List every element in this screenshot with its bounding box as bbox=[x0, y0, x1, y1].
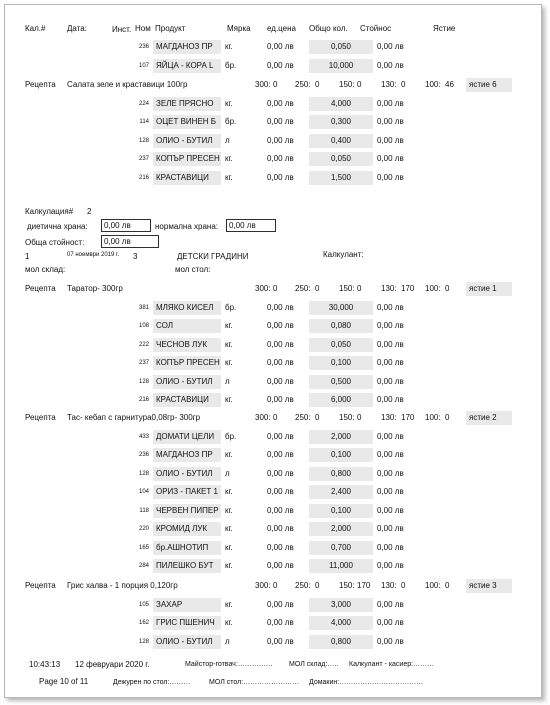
header-total-qty: Общо кол. bbox=[309, 24, 348, 33]
ingredient-code: 237 bbox=[138, 156, 149, 162]
ingredient-name: ОЛИО - БУТИЛ bbox=[153, 375, 221, 389]
header-inst: Инст. bbox=[112, 25, 132, 34]
portion-scale-item: 46 bbox=[445, 80, 454, 89]
ingredient-row bbox=[5, 301, 541, 315]
ingredient-unit: кг. bbox=[225, 450, 233, 459]
ingredient-row bbox=[5, 152, 541, 166]
portion-scale-item: 0 bbox=[401, 80, 406, 89]
ingredient-value: 0,00 лв bbox=[377, 321, 404, 330]
ingredient-price: 0,00 лв bbox=[267, 468, 294, 478]
ingredient-qty: 2,000 bbox=[309, 430, 373, 444]
recipe-meal: ястие 1 bbox=[466, 282, 512, 296]
header-unit-price: ед.цена bbox=[267, 24, 296, 33]
ingredient-price: 0,00 лв bbox=[267, 42, 294, 51]
ingredient-unit: бр. bbox=[225, 302, 237, 312]
header-nom: Ном bbox=[135, 24, 151, 33]
calc-mol-table: мол стол: bbox=[175, 265, 211, 274]
portion-scale-item: 250: bbox=[295, 581, 311, 590]
ingredient-qty: 10,000 bbox=[309, 59, 373, 73]
portion-scale-item: 130: bbox=[381, 284, 397, 293]
footer-page: Page 10 of 11 bbox=[39, 677, 89, 686]
ingredient-value: 0,00 лв bbox=[377, 487, 404, 496]
ingredient-code: 105 bbox=[138, 601, 149, 608]
ingredient-code: 236 bbox=[138, 44, 149, 50]
diet-value-field: 0,00 лв bbox=[101, 219, 151, 232]
ingredient-qty: 3,000 bbox=[309, 598, 373, 612]
ingredient-qty: 0,400 bbox=[309, 134, 373, 148]
footer-mol-store: МОЛ склад:….. bbox=[289, 661, 339, 668]
ingredient-price: 0,00 лв bbox=[267, 339, 294, 349]
ingredient-price: 0,00 лв bbox=[267, 154, 294, 163]
ingredient-row bbox=[5, 97, 541, 111]
ingredient-value: 0,00 лв bbox=[377, 358, 404, 367]
ingredient-value: 0,00 лв bbox=[377, 450, 404, 459]
ingredient-row bbox=[5, 134, 541, 148]
portion-scale-item: 300: bbox=[255, 80, 271, 89]
portion-scale-item: 170 bbox=[357, 581, 371, 590]
ingredient-price: 0,00 лв bbox=[267, 117, 294, 126]
portion-scale-item: 0 bbox=[315, 413, 320, 422]
ingredient-row bbox=[5, 59, 541, 73]
total-label: Обща стойност: bbox=[25, 238, 85, 247]
ingredient-name: ГРИС ПШЕНИЧ bbox=[153, 616, 221, 630]
ingredient-price: 0,00 лв bbox=[267, 561, 294, 570]
portion-scale-item: 150: bbox=[339, 80, 355, 89]
ingredient-qty: 11,000 bbox=[309, 559, 373, 573]
ingredient-code: 162 bbox=[138, 620, 149, 626]
portion-scale-item: 150: bbox=[339, 284, 355, 293]
recipe-name: Грис халва - 1 порция 0,120гр bbox=[67, 581, 178, 590]
header-date: Дата: bbox=[67, 24, 87, 33]
ingredient-row bbox=[5, 356, 541, 370]
ingredient-qty: 4,000 bbox=[309, 616, 373, 630]
ingredient-unit: кг. bbox=[225, 172, 233, 182]
ingredient-value: 0,00 лв bbox=[377, 172, 404, 182]
calc-inst-no: 1 bbox=[25, 252, 30, 261]
ingredient-price: 0,00 лв bbox=[267, 376, 294, 386]
ingredient-qty: 0,080 bbox=[309, 319, 373, 333]
ingredient-row bbox=[5, 319, 541, 333]
ingredient-row bbox=[5, 115, 541, 129]
ingredient-price: 0,00 лв bbox=[267, 450, 294, 459]
ingredient-price: 0,00 лв bbox=[267, 487, 294, 496]
ingredient-code: 118 bbox=[139, 507, 149, 514]
portion-scale-item: 300: bbox=[255, 413, 271, 422]
ingredient-unit: кг. bbox=[225, 561, 233, 570]
ingredient-code: 128 bbox=[138, 470, 149, 477]
portion-scale-item: 150: bbox=[339, 581, 355, 590]
ingredient-price: 0,00 лв bbox=[267, 358, 294, 367]
ingredient-unit: кг. bbox=[225, 358, 233, 367]
ingredient-price: 0,00 лв bbox=[267, 505, 294, 515]
portion-scale-item: 0 bbox=[357, 413, 362, 422]
ingredient-value: 0,00 лв bbox=[377, 431, 404, 441]
ingredient-unit: л bbox=[225, 135, 230, 145]
ingredient-unit: кг. bbox=[225, 599, 233, 609]
portion-scale-item: 170 bbox=[401, 284, 415, 293]
ingredient-unit: кг. bbox=[225, 154, 233, 163]
footer-housekeeper: Домакин:……………………………… bbox=[309, 679, 424, 686]
portion-scale-item: 0 bbox=[273, 581, 278, 590]
ingredient-price: 0,00 лв bbox=[267, 60, 294, 70]
recipe-header bbox=[5, 78, 541, 92]
portion-scale-item: 0 bbox=[445, 413, 450, 422]
ingredient-unit: кг. bbox=[225, 339, 233, 349]
portion-scale-item: 0 bbox=[315, 80, 320, 89]
portion-scale-item: 0 bbox=[401, 581, 406, 590]
portion-scale-item: 100: bbox=[425, 581, 441, 590]
portion-scale-item: 100: bbox=[425, 80, 441, 89]
ingredient-name: ПИЛЕШКО БУТ bbox=[153, 559, 221, 573]
ingredient-unit: кг. bbox=[225, 321, 233, 330]
footer-date: 12 февруари 2020 г. bbox=[75, 660, 150, 669]
ingredient-name: КОПЪР ПРЕСЕН bbox=[153, 356, 221, 370]
ingredient-row bbox=[5, 522, 541, 536]
ingredient-code: 128 bbox=[138, 638, 149, 645]
calc-mol-store: мол склад: bbox=[25, 265, 66, 274]
ingredient-qty: 0,500 bbox=[309, 375, 373, 389]
ingredient-name: ЧЕРВЕН ПИПЕР bbox=[153, 504, 221, 518]
recipe-label: Рецепта bbox=[25, 581, 56, 590]
footer-chef: Майстор-готвач:…………… bbox=[185, 661, 273, 668]
ingredient-unit: л bbox=[225, 376, 230, 386]
normal-value-field: 0,00 лв bbox=[226, 219, 276, 232]
ingredient-price: 0,00 лв bbox=[267, 618, 294, 627]
diet-label: диетична храна: bbox=[27, 222, 88, 231]
ingredient-unit: кг. bbox=[225, 42, 233, 51]
ingredient-code: 237 bbox=[138, 360, 149, 366]
footer-time: 10:43:13 bbox=[29, 660, 61, 669]
ingredient-code: 433 bbox=[138, 433, 149, 440]
ingredient-price: 0,00 лв bbox=[267, 302, 294, 312]
ingredient-qty: 0,050 bbox=[309, 40, 373, 54]
recipe-header bbox=[5, 579, 541, 593]
ingredient-qty: 0,800 bbox=[309, 635, 373, 649]
ingredient-qty: 0,800 bbox=[309, 467, 373, 481]
portion-scale-item: 150: bbox=[339, 413, 355, 422]
header-meal: Ястие bbox=[433, 24, 456, 33]
ingredient-row bbox=[5, 541, 541, 555]
ingredient-name: ЗАХАР bbox=[153, 598, 221, 612]
ingredient-qty: 0,100 bbox=[309, 504, 373, 518]
ingredient-unit: кг. bbox=[225, 395, 233, 404]
ingredient-unit: бр. bbox=[225, 117, 237, 126]
ingredient-unit: бр. bbox=[225, 60, 237, 70]
ingredient-price: 0,00 лв bbox=[267, 542, 294, 552]
recipe-meal: ястие 2 bbox=[466, 411, 512, 425]
normal-label: нормална храна: bbox=[155, 222, 219, 231]
ingredient-qty: 0,100 bbox=[309, 356, 373, 370]
ingredient-qty: 1,500 bbox=[309, 171, 373, 185]
recipe-name: Тас- кебап с гарнитура0,08гр- 300гр bbox=[67, 413, 201, 422]
ingredient-unit: л bbox=[225, 468, 230, 478]
ingredient-price: 0,00 лв bbox=[267, 98, 294, 108]
ingredient-row bbox=[5, 559, 541, 573]
ingredient-value: 0,00 лв bbox=[377, 636, 404, 646]
recipe-meal: ястие 3 bbox=[466, 579, 512, 593]
footer-mol-table: МОЛ стол:…………………… bbox=[209, 679, 300, 686]
ingredient-code: 108 bbox=[138, 323, 149, 329]
ingredient-price: 0,00 лв bbox=[267, 599, 294, 609]
header-kal: Кал.# bbox=[25, 24, 46, 33]
ingredient-qty: 0,300 bbox=[309, 115, 373, 129]
portion-scale-item: 300: bbox=[255, 581, 271, 590]
ingredient-value: 0,00 лв bbox=[377, 618, 404, 627]
ingredient-value: 0,00 лв bbox=[377, 468, 404, 478]
calc-number: 2 bbox=[87, 207, 92, 216]
header-measure: Мярка bbox=[227, 24, 251, 33]
ingredient-row bbox=[5, 393, 541, 407]
ingredient-unit: л bbox=[225, 636, 230, 646]
ingredient-qty: 6,000 bbox=[309, 393, 373, 407]
ingredient-name: ОРИЗ - ПАКЕТ 1 bbox=[153, 485, 221, 499]
ingredient-code: 381 bbox=[138, 304, 149, 311]
footer-calculant: Калкулант - касиер:……… bbox=[349, 661, 435, 668]
portion-scale-item: 100: bbox=[425, 413, 441, 422]
ingredient-qty: 0,050 bbox=[309, 152, 373, 166]
ingredient-code: 114 bbox=[139, 119, 149, 125]
calc-label: Калкулация# bbox=[25, 207, 74, 216]
footer-duty: Дежурен по стол:……… bbox=[113, 679, 191, 686]
ingredient-row bbox=[5, 598, 541, 612]
calc-org: ДЕТСКИ ГРАДИНИ bbox=[177, 252, 249, 261]
ingredient-name: МАГДАНОЗ ПР bbox=[153, 40, 221, 54]
ingredient-name: ОЛИО - БУТИЛ bbox=[153, 635, 221, 649]
ingredient-code: 216 bbox=[138, 397, 149, 403]
ingredient-value: 0,00 лв bbox=[377, 135, 404, 145]
portion-scale-item: 130: bbox=[381, 80, 397, 89]
calc-date: 07 ноември 2019 г. bbox=[67, 252, 120, 258]
ingredient-row bbox=[5, 467, 541, 481]
ingredient-code: 224 bbox=[138, 100, 149, 107]
ingredient-unit: кг. bbox=[225, 542, 233, 552]
ingredient-qty: 4,000 bbox=[309, 97, 373, 111]
ingredient-row bbox=[5, 430, 541, 444]
ingredient-name: ОЦЕТ ВИНЕН Б bbox=[153, 115, 221, 129]
ingredient-row bbox=[5, 375, 541, 389]
portion-scale-item: 0 bbox=[273, 284, 278, 293]
ingredient-value: 0,00 лв bbox=[377, 561, 404, 570]
portion-scale-item: 130: bbox=[381, 581, 397, 590]
ingredient-price: 0,00 лв bbox=[267, 636, 294, 646]
portion-scale-item: 0 bbox=[273, 413, 278, 422]
portion-scale-item: 0 bbox=[315, 581, 320, 590]
ingredient-name: ЯЙЦА - КОРА L bbox=[153, 59, 221, 73]
recipe-label: Рецепта bbox=[25, 284, 56, 293]
ingredient-price: 0,00 лв bbox=[267, 135, 294, 145]
portion-scale-item: 0 bbox=[357, 284, 362, 293]
ingredient-code: 128 bbox=[138, 137, 149, 144]
portion-scale-item: 130: bbox=[381, 413, 397, 422]
ingredient-value: 0,00 лв bbox=[377, 542, 404, 552]
ingredient-code: 236 bbox=[138, 452, 149, 458]
ingredient-name: бр.АШНОТИП bbox=[153, 541, 221, 555]
recipe-header bbox=[5, 282, 541, 296]
calc-calculant: Калкулант: bbox=[323, 250, 364, 259]
ingredient-value: 0,00 лв bbox=[377, 524, 404, 533]
portion-scale-item: 170 bbox=[401, 413, 415, 422]
ingredient-value: 0,00 лв bbox=[377, 42, 404, 51]
ingredient-value: 0,00 лв bbox=[377, 339, 404, 349]
ingredient-qty: 2,000 bbox=[309, 522, 373, 536]
recipe-label: Рецепта bbox=[25, 413, 56, 422]
ingredient-qty: 0,700 bbox=[309, 541, 373, 555]
ingredient-row bbox=[5, 635, 541, 649]
ingredient-row bbox=[5, 448, 541, 462]
portion-scale-item: 250: bbox=[295, 284, 311, 293]
ingredient-qty: 30,000 bbox=[309, 301, 373, 315]
ingredient-row bbox=[5, 171, 541, 185]
ingredient-price: 0,00 лв bbox=[267, 172, 294, 182]
ingredient-name: МАГДАНОЗ ПР bbox=[153, 448, 221, 462]
ingredient-value: 0,00 лв bbox=[377, 117, 404, 126]
ingredient-row bbox=[5, 485, 541, 499]
recipe-label: Рецепта bbox=[25, 80, 56, 89]
portion-scale-item: 0 bbox=[273, 80, 278, 89]
recipe-name: Салата зеле и краставици 100гр bbox=[67, 80, 188, 89]
ingredient-price: 0,00 лв bbox=[267, 524, 294, 533]
ingredient-value: 0,00 лв bbox=[377, 60, 404, 70]
ingredient-name: ОЛИО - БУТИЛ bbox=[153, 134, 221, 148]
ingredient-value: 0,00 лв bbox=[377, 599, 404, 609]
ingredient-value: 0,00 лв bbox=[377, 302, 404, 312]
ingredient-row bbox=[5, 338, 541, 352]
ingredient-price: 0,00 лв bbox=[267, 431, 294, 441]
ingredient-code: 104 bbox=[138, 489, 149, 495]
ingredient-name: ЧЕСНОВ ЛУК bbox=[153, 338, 221, 352]
report-page bbox=[4, 4, 542, 698]
portion-scale-item: 250: bbox=[295, 413, 311, 422]
ingredient-value: 0,00 лв bbox=[377, 376, 404, 386]
ingredient-code: 107 bbox=[138, 62, 149, 69]
portion-scale-item: 0 bbox=[315, 284, 320, 293]
ingredient-code: 216 bbox=[138, 174, 149, 181]
portion-scale-item: 250: bbox=[295, 80, 311, 89]
ingredient-value: 0,00 лв bbox=[377, 154, 404, 163]
ingredient-code: 165 bbox=[138, 544, 149, 551]
ingredient-unit: кг. bbox=[225, 487, 233, 496]
recipe-name: Таратор- 300гр bbox=[67, 284, 123, 293]
ingredient-qty: 0,050 bbox=[309, 338, 373, 352]
ingredient-unit: кг. bbox=[225, 524, 233, 533]
ingredient-price: 0,00 лв bbox=[267, 395, 294, 404]
portion-scale-item: 100: bbox=[425, 284, 441, 293]
ingredient-row bbox=[5, 616, 541, 630]
ingredient-name: КОПЪР ПРЕСЕН bbox=[153, 152, 221, 166]
ingredient-name: КРАСТАВИЦИ bbox=[153, 393, 221, 407]
calc-code: 3 bbox=[133, 252, 138, 261]
header-value: Стойнос bbox=[360, 24, 392, 33]
portion-scale-item: 300: bbox=[255, 284, 271, 293]
ingredient-code: 222 bbox=[138, 341, 149, 348]
portion-scale-item: 0 bbox=[445, 284, 450, 293]
ingredient-code: 220 bbox=[138, 526, 149, 532]
ingredient-qty: 0,100 bbox=[309, 448, 373, 462]
ingredient-name: СОЛ bbox=[153, 319, 221, 333]
ingredient-code: 284 bbox=[138, 563, 149, 569]
ingredient-unit: кг. bbox=[225, 505, 233, 515]
ingredient-row bbox=[5, 40, 541, 54]
recipe-meal: ястие 6 bbox=[466, 78, 512, 92]
ingredient-price: 0,00 лв bbox=[267, 321, 294, 330]
ingredient-name: ЗЕЛЕ ПРЯСНО bbox=[153, 97, 221, 111]
portion-scale-item: 0 bbox=[445, 581, 450, 590]
ingredient-qty: 2,400 bbox=[309, 485, 373, 499]
ingredient-name: МЛЯКО КИСЕЛ bbox=[153, 301, 221, 315]
ingredient-name: ОЛИО - БУТИЛ bbox=[153, 467, 221, 481]
ingredient-value: 0,00 лв bbox=[377, 98, 404, 108]
ingredient-name: КРАСТАВИЦИ bbox=[153, 171, 221, 185]
ingredient-unit: кг. bbox=[225, 618, 233, 627]
recipe-header bbox=[5, 411, 541, 425]
ingredient-unit: кг. bbox=[225, 98, 233, 108]
ingredient-row bbox=[5, 504, 541, 518]
ingredient-value: 0,00 лв bbox=[377, 505, 404, 515]
header-product: Продукт bbox=[155, 24, 186, 33]
portion-scale-item: 0 bbox=[357, 80, 362, 89]
total-value-field: 0,00 лв bbox=[101, 235, 159, 248]
ingredient-name: ДОМАТИ ЦЕЛИ bbox=[153, 430, 221, 444]
ingredient-value: 0,00 лв bbox=[377, 395, 404, 404]
ingredient-code: 128 bbox=[138, 378, 149, 385]
ingredient-unit: бр. bbox=[225, 431, 237, 441]
ingredient-name: КРОМИД ЛУК bbox=[153, 522, 221, 536]
